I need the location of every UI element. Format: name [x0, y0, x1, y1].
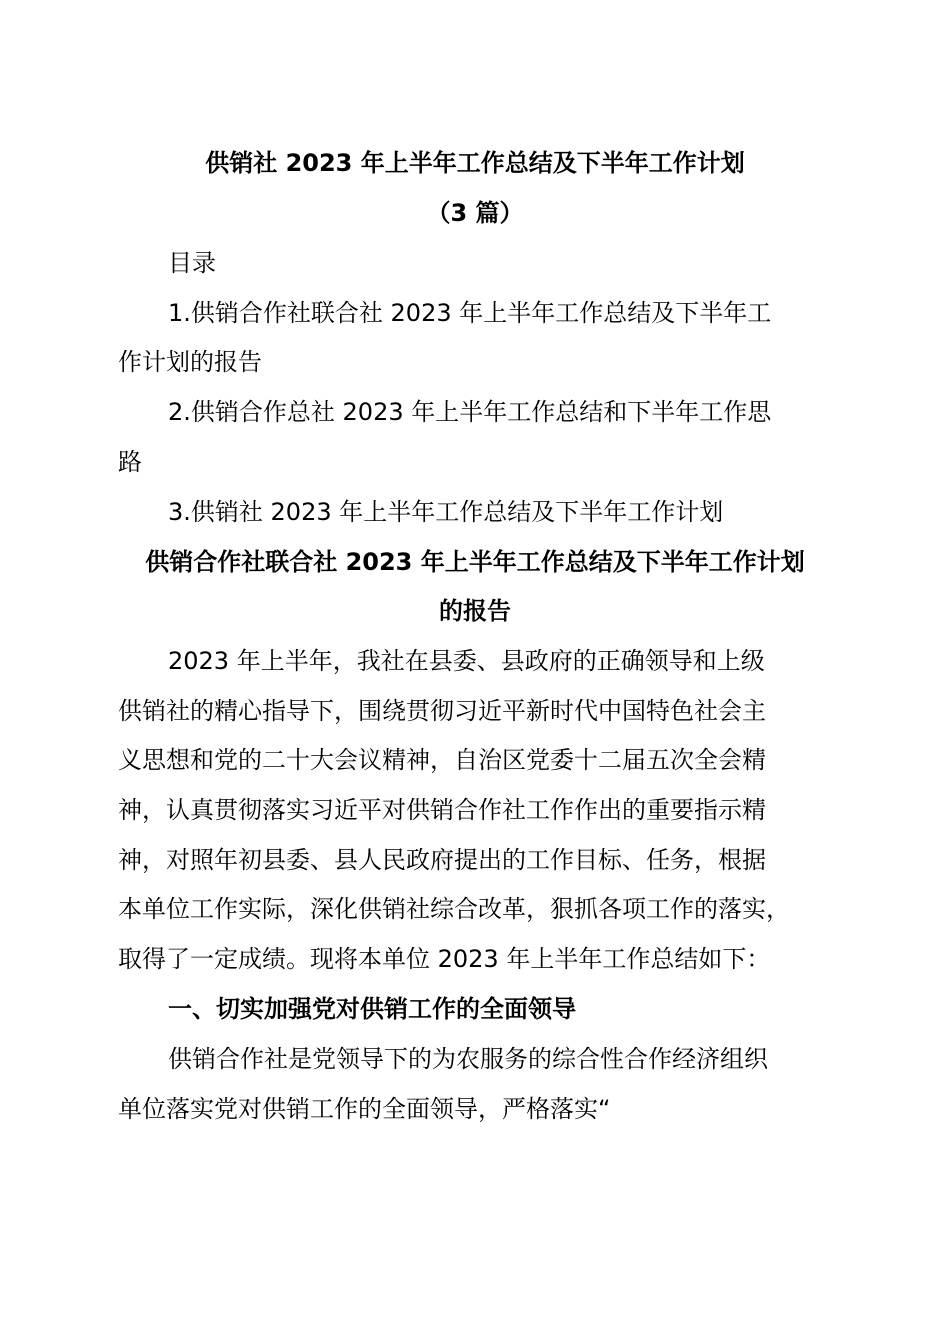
toc-item-3: 3.供销社 2023 年上半年工作总结及下半年工作计划 [168, 498, 724, 526]
document-title-count: （3 篇） [426, 199, 524, 227]
document-title: 供销社 2023 年上半年工作总结及下半年工作计划 [205, 149, 745, 177]
intro-paragraph-line: 义思想和党的二十大会议精神，自治区党委十二届五次全会精 [118, 746, 766, 774]
intro-paragraph-line: 神，认真贯彻落实习近平对供销合作社工作作出的重要指示精 [118, 796, 766, 824]
intro-paragraph-line: 供销社的精心指导下，围绕贯彻习近平新时代中国特色社会主 [118, 697, 766, 725]
intro-paragraph-line: 本单位工作实际，深化供销社综合改革，狠抓各项工作的落实， [118, 895, 790, 923]
toc-item-1-continued: 作计划的报告 [118, 348, 262, 376]
article-title-continued: 的报告 [439, 597, 511, 625]
section-1-heading: 一、切实加强党对供销工作的全面领导 [168, 995, 576, 1023]
toc-item-2: 2.供销合作总社 2023 年上半年工作总结和下半年工作思 [168, 398, 772, 426]
section-1-paragraph-line: 单位落实党对供销工作的全面领导，严格落实“ [118, 1095, 611, 1123]
toc-heading: 目录 [168, 249, 216, 277]
intro-paragraph-line: 2023 年上半年，我社在县委、县政府的正确领导和上级 [168, 647, 765, 675]
article-title: 供销合作社联合社 2023 年上半年工作总结及下半年工作计划 [145, 548, 805, 576]
intro-paragraph-line: 取得了一定成绩。现将本单位 2023 年上半年工作总结如下： [118, 945, 771, 973]
intro-paragraph-line: 神，对照年初县委、县人民政府提出的工作目标、任务，根据 [118, 846, 766, 874]
section-1-paragraph-line: 供销合作社是党领导下的为农服务的综合性合作经济组织 [168, 1045, 768, 1073]
toc-item-2-continued: 路 [118, 448, 142, 476]
toc-item-1: 1.供销合作社联合社 2023 年上半年工作总结及下半年工 [168, 299, 772, 327]
